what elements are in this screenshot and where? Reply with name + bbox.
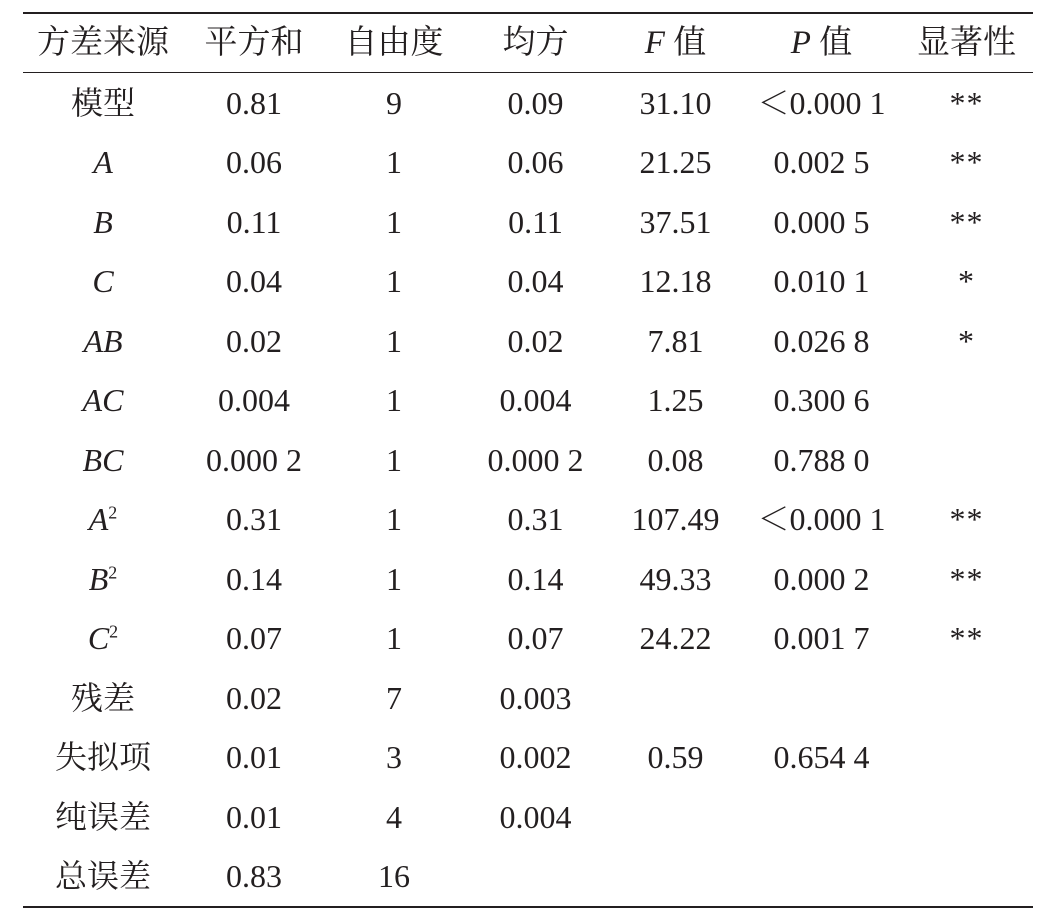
cell-source <box>23 728 183 788</box>
anova-table <box>23 12 1033 908</box>
cell-significance <box>900 430 1033 490</box>
header-suffix: 值 <box>664 24 707 61</box>
cell-sum-of-squares: 0.83 <box>226 858 282 895</box>
cell-p-value: ＜0.000 1 <box>757 84 886 121</box>
cell-sum-of-squares: 0.14 <box>226 560 282 597</box>
cell-f-value <box>608 668 743 728</box>
cell-mean-square: 0.02 <box>507 322 564 359</box>
cell-f-value: 7.81 <box>647 322 704 359</box>
cell-f-value <box>608 787 743 847</box>
cell-p-value: ＜0.000 1 <box>757 501 886 538</box>
source-label: 总误差 <box>54 858 151 895</box>
source-label: 失拟项 <box>54 739 151 776</box>
cell-degrees-of-freedom: 9 <box>386 84 402 121</box>
cell-p-value <box>743 787 900 847</box>
cell-f-value: 24.22 <box>639 620 712 657</box>
header-sum-of-squares <box>183 13 325 73</box>
header-label: 显著性 <box>917 24 1016 61</box>
table-row <box>23 311 1033 371</box>
cell-significance <box>900 847 1033 908</box>
source-label: 纯误差 <box>54 798 151 835</box>
cell-degrees-of-freedom: 1 <box>386 501 402 538</box>
table-row <box>23 847 1033 908</box>
cell-sum-of-squares: 0.000 2 <box>206 441 302 478</box>
cell-sum-of-squares: 0.11 <box>226 203 282 240</box>
cell-sum-of-squares: 0.31 <box>226 501 282 538</box>
header-significance <box>900 13 1033 73</box>
cell-source <box>23 311 183 371</box>
source-label: AB <box>83 322 123 359</box>
table-row <box>23 728 1033 788</box>
header-label: 方差来源 <box>37 24 169 61</box>
source-label: C <box>92 263 114 300</box>
header-row <box>23 13 1033 73</box>
cell-mean-square: 0.14 <box>507 560 564 597</box>
table-row <box>23 133 1033 193</box>
header-label: 均方 <box>502 24 569 61</box>
cell-f-value: 0.08 <box>647 441 704 478</box>
header-label: 自由度 <box>344 24 444 61</box>
table-header <box>23 13 1033 73</box>
cell-degrees-of-freedom: 1 <box>386 620 402 657</box>
cell-p-value <box>743 847 900 908</box>
cell-f-value: 0.59 <box>647 739 704 776</box>
source-label: 残差 <box>70 679 135 716</box>
source-exponent: 2 <box>108 562 118 583</box>
source-exponent: 2 <box>109 621 119 642</box>
cell-degrees-of-freedom: 1 <box>386 263 402 300</box>
cell-f-value: 1.25 <box>647 382 704 419</box>
table-row <box>23 430 1033 490</box>
table-row <box>23 252 1033 312</box>
cell-source <box>23 668 183 728</box>
cell-mean-square: 0.31 <box>507 501 564 538</box>
cell-degrees-of-freedom: 1 <box>386 560 402 597</box>
cell-p-value: 0.001 7 <box>773 620 870 657</box>
cell-mean-square: 0.09 <box>507 84 564 121</box>
source-exponent: 2 <box>108 502 118 523</box>
cell-sum-of-squares: 0.004 <box>218 382 290 419</box>
cell-f-value: 107.49 <box>631 501 720 538</box>
cell-source <box>23 430 183 490</box>
header-p-value <box>743 13 900 73</box>
cell-sum-of-squares: 0.01 <box>226 798 282 835</box>
cell-mean-square: 0.002 <box>499 739 572 776</box>
table-row <box>23 73 1033 133</box>
cell-significance <box>900 668 1033 728</box>
source-label: C <box>87 620 110 657</box>
cell-p-value: 0.000 5 <box>773 203 870 240</box>
cell-significance: ** <box>949 620 984 657</box>
cell-source <box>23 73 183 133</box>
header-label: 平方和 <box>204 24 304 61</box>
table-row <box>23 787 1033 847</box>
cell-f-value <box>608 847 743 908</box>
cell-p-value: 0.000 2 <box>773 560 870 597</box>
source-label: A <box>88 501 109 538</box>
cell-degrees-of-freedom: 4 <box>386 798 402 835</box>
cell-mean-square: 0.003 <box>499 679 572 716</box>
cell-f-value: 21.25 <box>639 144 712 181</box>
cell-p-value <box>743 668 900 728</box>
cell-mean-square: 0.004 <box>499 798 572 835</box>
header-f-value <box>608 13 743 73</box>
cell-source <box>23 609 183 669</box>
cell-mean-square: 0.004 <box>499 382 572 419</box>
cell-p-value: 0.010 1 <box>773 263 870 300</box>
cell-significance: ** <box>949 84 984 121</box>
source-label: BC <box>82 441 124 478</box>
cell-sum-of-squares: 0.06 <box>226 144 282 181</box>
cell-significance <box>900 787 1033 847</box>
cell-sum-of-squares: 0.04 <box>226 263 282 300</box>
cell-significance <box>900 728 1033 788</box>
table-row <box>23 490 1033 550</box>
cell-significance: * <box>958 322 975 359</box>
cell-degrees-of-freedom: 1 <box>386 382 402 419</box>
header-variable: F <box>644 24 665 61</box>
cell-significance: ** <box>949 203 984 240</box>
cell-sum-of-squares: 0.81 <box>226 84 282 121</box>
cell-source <box>23 192 183 252</box>
cell-source <box>23 371 183 431</box>
cell-sum-of-squares: 0.07 <box>226 620 282 657</box>
cell-sum-of-squares: 0.01 <box>226 739 282 776</box>
table-row <box>23 668 1033 728</box>
cell-source <box>23 787 183 847</box>
cell-degrees-of-freedom: 16 <box>378 858 410 895</box>
table-row <box>23 371 1033 431</box>
cell-source <box>23 133 183 193</box>
cell-source <box>23 252 183 312</box>
source-label: 模型 <box>70 84 135 121</box>
table-row <box>23 609 1033 669</box>
source-label: AC <box>82 382 124 419</box>
cell-p-value: 0.654 4 <box>773 739 870 776</box>
cell-degrees-of-freedom: 1 <box>386 144 402 181</box>
cell-f-value: 12.18 <box>639 263 712 300</box>
cell-degrees-of-freedom: 1 <box>386 441 402 478</box>
header-source <box>23 13 183 73</box>
cell-mean-square <box>463 847 608 908</box>
header-degrees-of-freedom <box>325 13 463 73</box>
cell-p-value: 0.300 6 <box>773 382 870 419</box>
table-row <box>23 549 1033 609</box>
cell-mean-square: 0.07 <box>507 620 564 657</box>
cell-mean-square: 0.06 <box>507 144 564 181</box>
source-label: B <box>88 560 109 597</box>
header-variable: P <box>790 24 811 61</box>
cell-significance <box>900 371 1033 431</box>
header-suffix: 值 <box>810 24 853 61</box>
cell-f-value: 31.10 <box>639 84 712 121</box>
cell-f-value: 37.51 <box>639 203 712 240</box>
table-row <box>23 192 1033 252</box>
cell-degrees-of-freedom: 1 <box>386 322 402 359</box>
cell-degrees-of-freedom: 7 <box>386 679 402 716</box>
cell-source <box>23 847 183 908</box>
cell-significance: * <box>958 263 975 300</box>
source-label: A <box>93 144 113 181</box>
cell-source <box>23 490 183 550</box>
cell-sum-of-squares: 0.02 <box>226 679 282 716</box>
cell-significance: ** <box>949 501 984 538</box>
cell-mean-square: 0.000 2 <box>487 441 584 478</box>
cell-significance: ** <box>949 560 984 597</box>
cell-p-value: 0.026 8 <box>773 322 870 359</box>
source-label: B <box>93 203 113 240</box>
cell-degrees-of-freedom: 3 <box>386 739 402 776</box>
cell-significance: ** <box>949 144 984 181</box>
cell-degrees-of-freedom: 1 <box>386 203 402 240</box>
cell-source <box>23 549 183 609</box>
cell-mean-square: 0.11 <box>508 203 563 240</box>
cell-p-value: 0.788 0 <box>773 441 870 478</box>
header-mean-square <box>463 13 608 73</box>
table-body <box>23 73 1033 908</box>
cell-mean-square: 0.04 <box>507 263 564 300</box>
cell-p-value: 0.002 5 <box>773 144 870 181</box>
cell-sum-of-squares: 0.02 <box>226 322 282 359</box>
cell-f-value: 49.33 <box>639 560 712 597</box>
